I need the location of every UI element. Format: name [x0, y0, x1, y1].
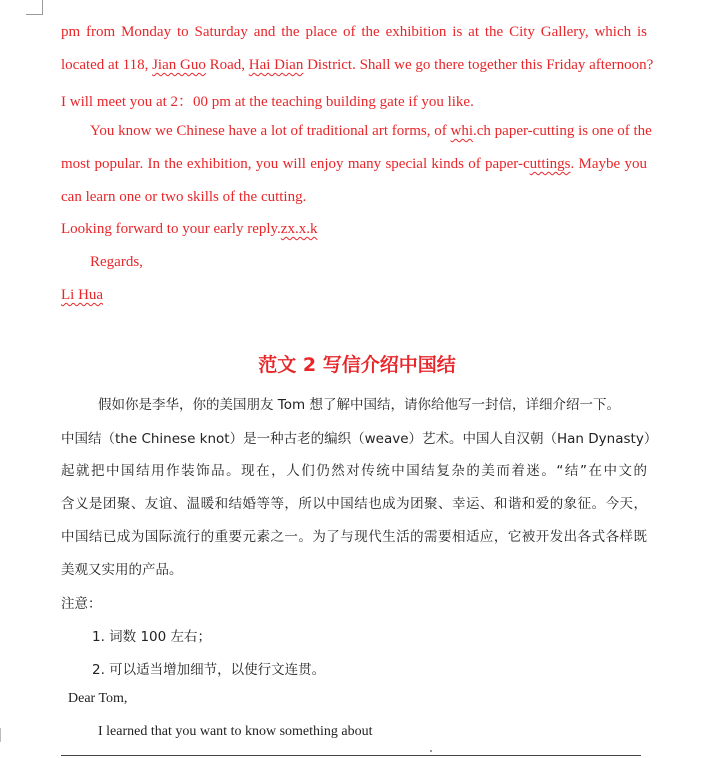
letter-line-2: [61, 57, 654, 74]
letter-line-5: [61, 156, 647, 173]
section-title: 范文 2 写信介绍中国结: [258, 354, 456, 376]
note-item-2: 2. 可以适当增加细节，以使行文连贯。: [92, 662, 326, 678]
letter-line-4-a: You know we Chinese have a lot of traditional art forms, of: [90, 123, 451, 139]
reply-salutation: Dear Tom,: [68, 691, 128, 706]
letter-line-1: pm from Monday to Saturday and the place of the exhibition is at the City Gallery, which is: [61, 24, 647, 40]
prompt-line-2: 中国结（the Chinese knot）是一种古老的编织（weave）艺术。中国人自汉朝（Han Dynasty）: [61, 431, 658, 447]
spell-flag-zx: zx.x.k: [280, 221, 318, 237]
notes-label: 注意：: [61, 596, 102, 612]
letter-line-2-c: District. Shall we go there together this Friday afternoon?: [303, 57, 654, 73]
letter-line-2-a: located at 118,: [61, 57, 153, 73]
stray-dot: [430, 750, 432, 752]
reply-line-1: I learned that you want to know something about: [98, 724, 373, 739]
spell-flag-hai-dian: Hai Dian: [248, 57, 304, 73]
letter-line-3: I will meet you at 2：00 pm at the teaching building gate if you like.: [61, 94, 474, 110]
prompt-line-5: 中国结已成为国际流行的重要元素之一。为了与现代生活的需要相适应，它被开发出各式各样既: [61, 529, 647, 545]
prompt-line-6: 美观又实用的产品。: [61, 562, 183, 578]
letter-line-7-a: Looking forward to your early reply.: [61, 221, 281, 237]
spell-flag-uttings: uttings: [529, 156, 571, 172]
prompt-line-1: 假如你是李华，你的美国朋友 Tom 想了解中国结，请你给他写一封信，详细介绍一下。: [98, 397, 620, 413]
margin-tick: [0, 728, 1, 742]
letter-line-2-b: Road,: [205, 57, 249, 73]
page-corner-mark: [26, 0, 43, 15]
letter-line-5-b: . Maybe you: [570, 156, 647, 172]
letter-line-7: [61, 221, 317, 238]
letter-line-4-b: .ch paper-cutting is one of the: [473, 123, 652, 139]
spell-flag-whi: whi: [450, 123, 473, 139]
prompt-line-3: 起就把中国结用作装饰品。现在，人们仍然对传统中国结复杂的美而着迷。“结”在中文的: [61, 463, 647, 479]
letter-line-5-a: most popular. In the exhibition, you will enjoy many special kinds of paper-c: [61, 156, 530, 172]
note-item-1: 1. 词数 100 左右；: [92, 629, 212, 645]
writing-rule-line: [61, 755, 641, 756]
letter-signature: [61, 287, 103, 304]
letter-line-6: can learn one or two skills of the cutting.: [61, 189, 307, 205]
spell-flag-jian-guo: Jian Guo: [152, 57, 206, 73]
letter-regards: Regards,: [90, 254, 143, 270]
prompt-line-4: 含义是团聚、友谊、温暖和结婚等等，所以中国结也成为团聚、幸运、和谐和爱的象征。今天，: [61, 496, 647, 512]
signature-name: Li Hua: [61, 287, 104, 303]
letter-line-4: [90, 123, 652, 140]
